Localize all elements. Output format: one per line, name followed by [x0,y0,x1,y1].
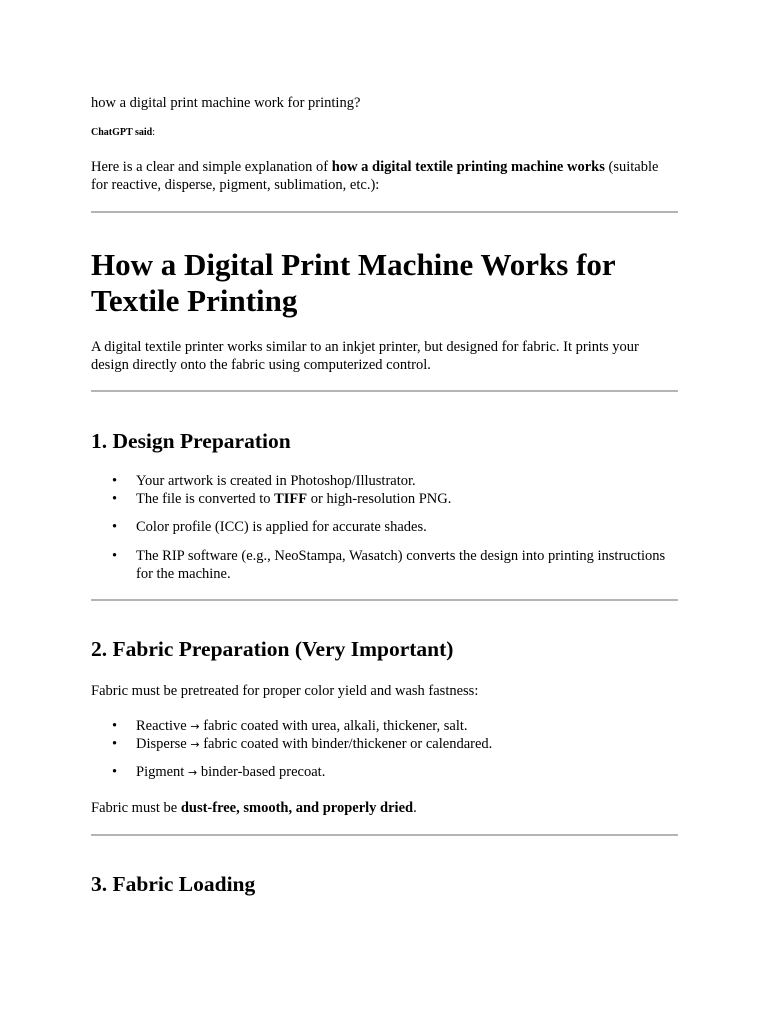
intro-prefix: Here is a clear and simple explanation of [91,159,332,175]
closing-bold: dust-free, smooth, and properly dried [180,800,414,816]
bullet: • [112,491,118,507]
intro-bold: how a digital textile printing machine works [331,159,605,175]
list-item-text [136,717,666,736]
list-item-suffix: or high-resolution PNG. [307,491,452,507]
overview-paragraph: A digital textile printer works similar to an inkjet printer, but designed for fabric. It prints your design directly onto the fabric using computerized control. [91,339,639,373]
fabric-desc: fabric coated with binder/thickener or calendared. [203,736,493,752]
list-item-text [136,735,666,754]
section-1-heading: 1. Design Preparation [91,429,291,453]
fabric-desc: binder-based precoat. [200,764,326,780]
divider-2 [91,390,678,392]
section-3-heading: 3. Fabric Loading [91,872,256,896]
bullet: • [112,519,118,535]
arrow-icon: → [190,738,200,751]
bullet: • [112,718,118,734]
assistant-name: ChatGPT said [91,127,153,138]
fabric-desc: fabric coated with urea, alkali, thickener, salt. [203,718,468,734]
bullet: • [112,473,118,489]
assistant-label-colon: : [152,127,156,138]
intro-paragraph [91,158,678,194]
section-2-closing [91,799,678,817]
list-item-text [136,490,666,508]
fabric-type: Reactive [136,718,187,734]
list-item-prefix: The file is converted to [136,491,275,507]
divider-3 [91,599,678,601]
divider-1 [91,211,678,213]
closing-suffix: . [413,800,417,816]
divider-4 [91,834,678,836]
list-item-bold: TIFF [274,491,308,507]
list-item-text [136,763,666,782]
intro-suffix: (suitable for reactive, disperse, pigment, sublimation, etc.): [91,159,659,193]
bullet: • [112,736,118,752]
section-2-heading: 2. Fabric Preparation (Very Important) [91,637,454,661]
user-question: how a digital print machine work for printing? [91,95,361,111]
assistant-label [91,127,155,139]
section-2-lead: Fabric must be pretreated for proper color yield and wash fastness: [91,683,479,699]
bullet: • [112,548,118,564]
closing-prefix: Fabric must be [91,800,181,816]
bullet: • [112,764,118,780]
arrow-icon: → [187,766,198,779]
arrow-icon: → [190,720,200,733]
main-title: How a Digital Print Machine Works for Textile Printing [91,247,616,318]
list-item-text: Color profile (ICC) is applied for accurate shades. [136,519,427,535]
list-item-text: Your artwork is created in Photoshop/Illustrator. [136,473,416,489]
fabric-type: Pigment [136,764,185,780]
list-item-text: The RIP software (e.g., NeoStampa, Wasatch) converts the design into printing instructions for the machine. [136,548,666,582]
fabric-type: Disperse [136,736,187,752]
